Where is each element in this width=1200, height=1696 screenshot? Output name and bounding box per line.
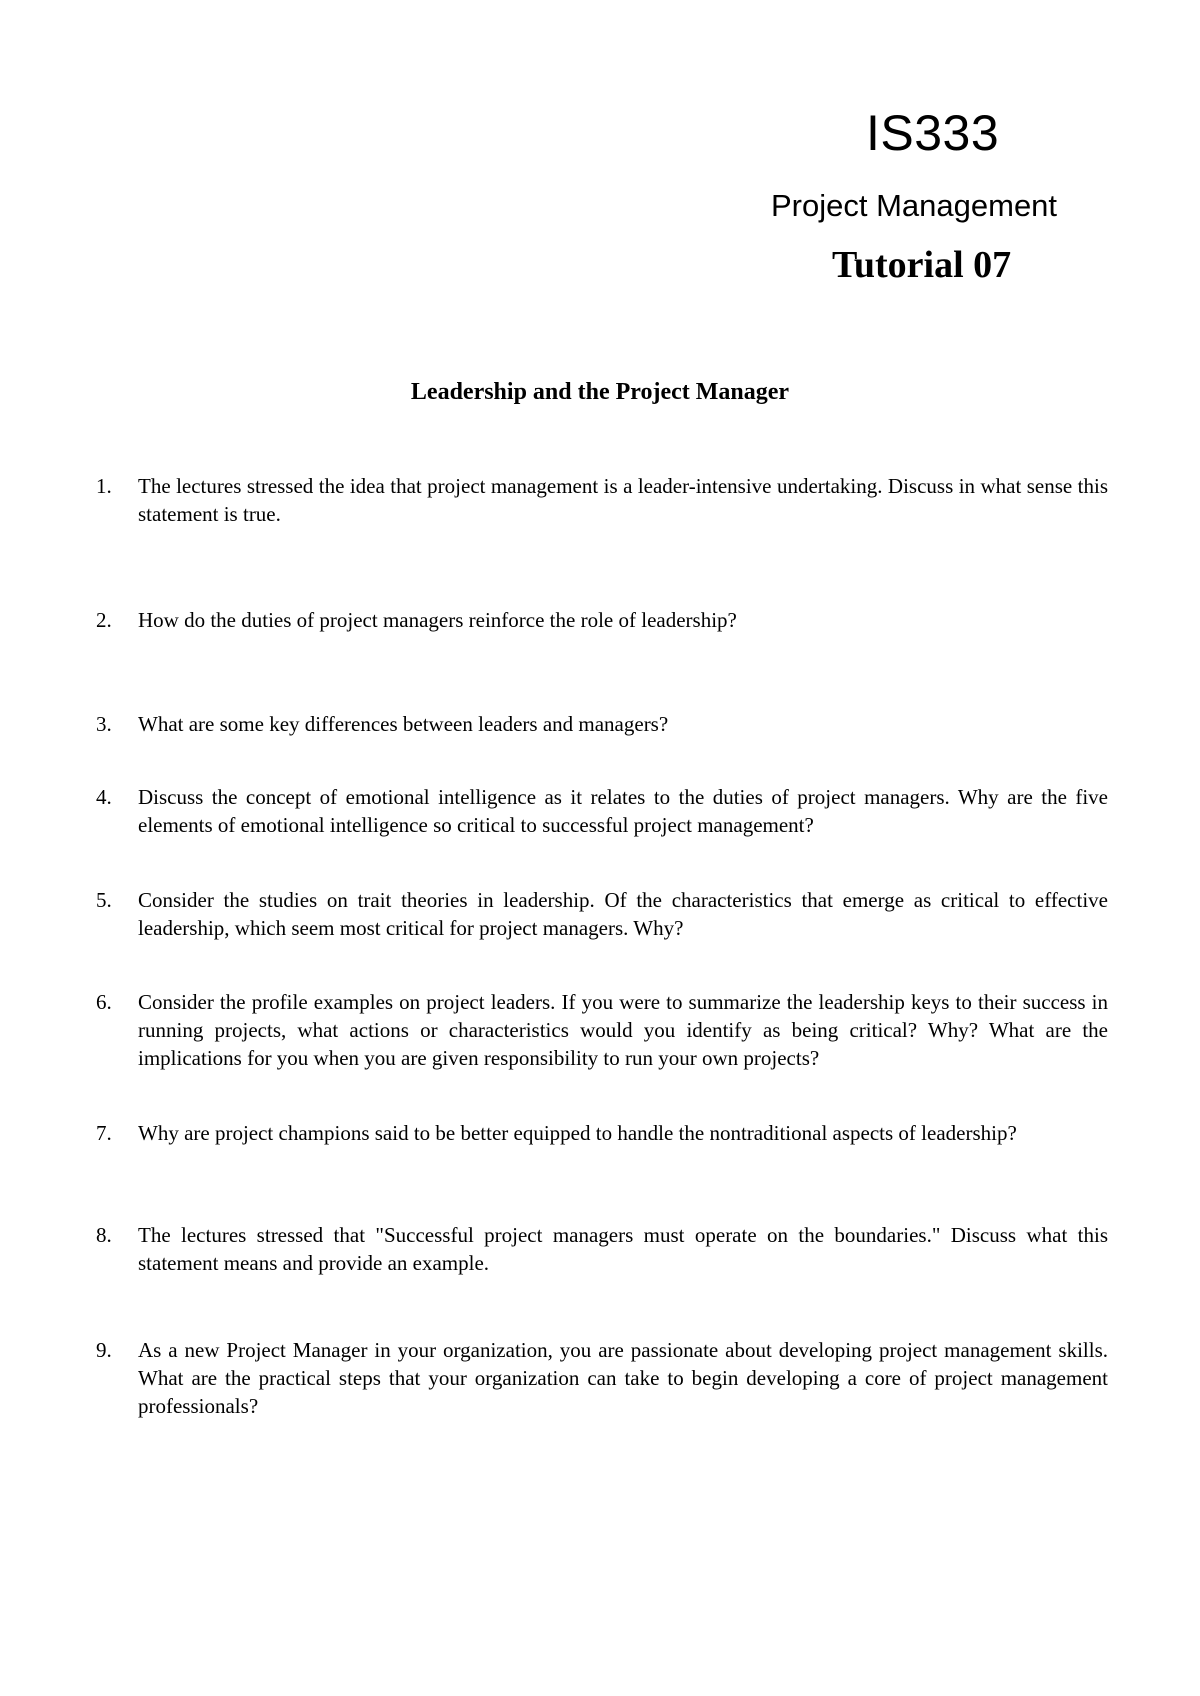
question-number: 6. — [96, 990, 112, 1014]
question-item — [96, 606, 1108, 634]
question-text: Consider the studies on trait theories in leadership. Of the characteristics that emerge as critical to effective leadership, which seem most critical for project managers. Why? — [138, 888, 1108, 940]
question-text: Consider the profile examples on project leaders. If you were to summarize the leadership keys to their success in running projects, what actions or characteristics would you identify as being critical? Why? What are the implications for you when you are given responsibility to run your own projects? — [138, 990, 1108, 1070]
course-title: Project Management — [771, 188, 1058, 223]
question-item — [96, 710, 1108, 738]
question-number: 9. — [96, 1338, 112, 1362]
question-number: 8. — [96, 1223, 112, 1247]
question-item — [96, 472, 1108, 528]
question-item — [96, 1336, 1108, 1420]
question-item — [96, 783, 1108, 839]
question-text: The lectures stressed that "Successful project managers must operate on the boundaries." Discuss what this statement means and provide an example. — [138, 1223, 1108, 1275]
question-item — [96, 1119, 1108, 1147]
question-text: What are some key differences between leaders and managers? — [138, 712, 669, 736]
question-text: As a new Project Manager in your organization, you are passionate about developing project management skills. What are the practical steps that your organization can take to begin developing a core of project management professionals? — [138, 1338, 1108, 1418]
question-text: The lectures stressed the idea that project management is a leader-intensive undertaking. Discuss in what sense this statement is true. — [138, 474, 1108, 526]
question-number: 5. — [96, 888, 112, 912]
question-number: 4. — [96, 785, 112, 809]
question-item — [96, 988, 1108, 1072]
question-number: 2. — [96, 608, 112, 632]
question-number: 3. — [96, 712, 112, 736]
question-number: 1. — [96, 474, 112, 498]
question-item — [96, 886, 1108, 942]
section-heading: Leadership and the Project Manager — [410, 379, 790, 405]
question-text: How do the duties of project managers reinforce the role of leadership? — [138, 608, 737, 632]
course-code: IS333 — [866, 105, 1000, 161]
tutorial-title: Tutorial 07 — [832, 244, 1012, 286]
question-number: 7. — [96, 1121, 112, 1145]
question-text: Discuss the concept of emotional intelligence as it relates to the duties of project managers. Why are the five elements of emotional intelligence so critical to successful project management? — [138, 785, 1108, 837]
question-text: Why are project champions said to be better equipped to handle the nontraditional aspects of leadership? — [138, 1121, 1017, 1145]
question-item — [96, 1221, 1108, 1277]
